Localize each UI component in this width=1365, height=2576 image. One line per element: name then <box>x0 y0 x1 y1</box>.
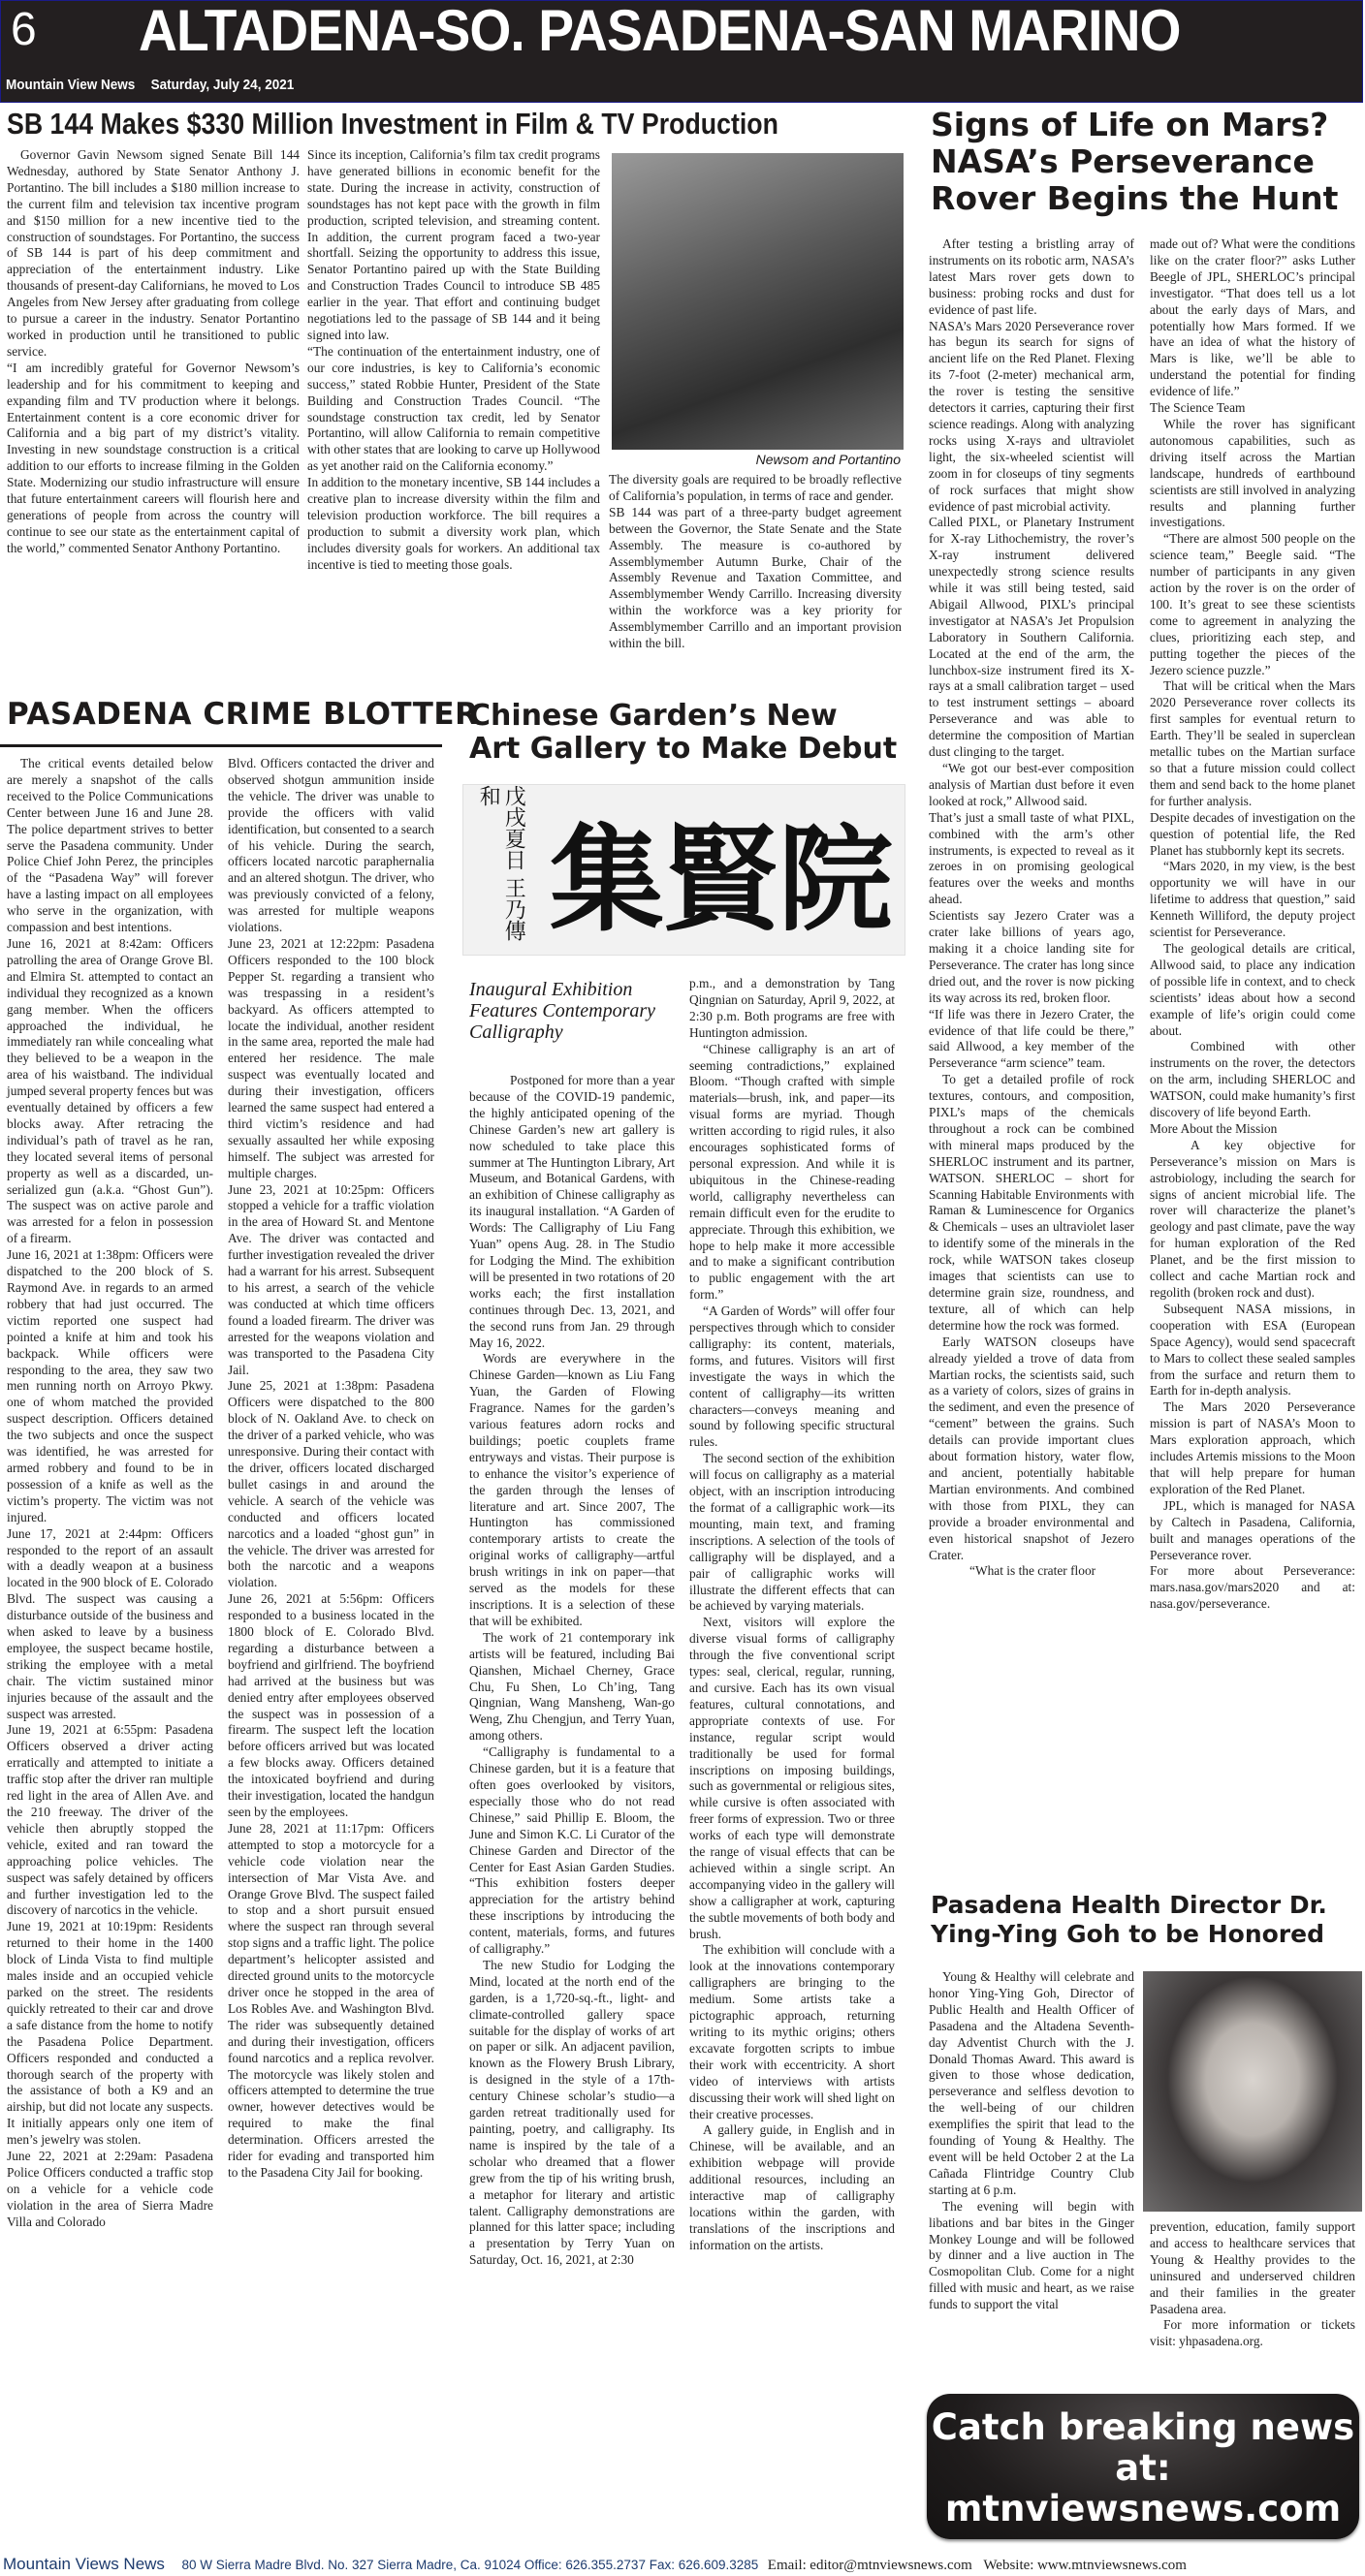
paragraph: Scientists say Jezero Crater was a crater lake billions of years ago, making it a choice landing site for Perseverance. The crater has long since dried out, and the rover is now picking its way across its red, broken floor. <box>929 908 1134 1005</box>
newsom-portantino-photo <box>612 153 904 450</box>
paragraph: After testing a bristling array of instruments on its robotic arm, NASA’s latest Mars rover gets down to business: probing rocks and dust for evidence of past life. <box>929 236 1134 317</box>
page-number: 6 <box>11 4 37 55</box>
paragraph: For more information or tickets visit: yhpasadena.org. <box>1150 2317 1355 2349</box>
mars-column-2 <box>1150 236 1355 1613</box>
paragraph: June 19, 2021 at 6:55pm: Pasadena Officers observed a driver acting erratically and attempted to initiate a traffic stop after the driver ran multiple red light in the area of Allen Ave. and the 210 freeway. The driver of the vehicle then abruptly stopped the vehicle, exited and ran toward the approaching police vehicles. The suspect was safely detained by officers and further investigation led to the discovery of narcotics in the vehicle. <box>7 1722 213 1918</box>
paragraph: “The continuation of the entertainment industry, one of our core industries, is key to California’s economic success,” stated Robbie Hunter, President of the State Building and Construction Trades Council. “The soundstage construction tax credit, led by Senator Portantino, will allow California to remain competitive with other states that are looking to carve up Hollywood as yet another raid on the California economy.” <box>307 343 600 474</box>
paragraph: Despite decades of investigation on the question of potential life, the Red Planet has stubbornly kept its secrets. <box>1150 809 1355 858</box>
crime-column-1 <box>7 756 213 2231</box>
paragraph: “Chinese calligraphy is an art of seeming contradictions,” explained Bloom. “Though crafted with simple materials—brush, ink, and paper—its visual forms are myriad. Though written according to rigid rules, it also encourages sophisticated forms of personal expression. And while it is ubiquitous in the Chinese-reading world, calligraphy nevertheless can remain difficult even for the erudite to appreciate. Through this exhibition, we hope to help make it more accessible and to make a significant contribution to public engagement with the art form.” <box>689 1041 895 1303</box>
garden-headline-line-1: Chinese Garden’s New <box>469 699 838 733</box>
paragraph: NASA’s Mars 2020 Perseverance rover has begun its search for signs of ancient life on the Red Planet. Flexing its 7-foot (2-meter) mechanical arm, the rover is testing the sensitive detectors it carries, capturing their first science readings. Along with analyzing rocks using X-rays and ultraviolet light, the six-wheeled scientist will zoom in for closeups of tiny segments of rock surfaces that might show evidence of past microbial activity. <box>929 318 1134 514</box>
paragraph: While the rover has significant autonomous capabilities, such as driving itself across the Martian landscape, hundreds of earthbound scientists are still involved in analyzing results and planning further investigations. <box>1150 416 1355 530</box>
paragraph: The exhibition will conclude with a look at the innovations contemporary calligraphers are bringing to the medium. Some artists take a pictographic approach, returning writing to its mythic origins; others excavate forgotten scripts to imbue their work with eccentricity. A short video of interviews with artists discussing their work will shed light on their creative processes. <box>689 1942 895 2121</box>
ying-ying-goh-portrait <box>1143 1971 1362 2212</box>
paragraph: To get a detailed profile of rock textures, contours, and composition, PIXL’s maps of the chemicals throughout a rock can be combined with mineral maps produced by the SHERLOC instrument and its partner, WATSON. SHERLOC – short for Scanning Habitable Environments with Raman & Luminescence for Organics & Chemicals – uses an ultraviolet laser to identify some of the minerals in the rock, while WATSON takes closeup images that scientists can use to determine grain size, roundness, and texture, all of which can help determine how the rock was formed. <box>929 1072 1134 1333</box>
breaking-news-banner[interactable] <box>927 2394 1359 2539</box>
paragraph: Governor Gavin Newsom signed Senate Bill 144 Wednesday, authored by State Senator Anthony J. Portantino. The bill includes a $180 million increase to the current film and television tax incentive program and $150 million for a new incentive tied to the construction of soundstages. For Portantino, the success of SB 144 is part of his deep commitment and appreciation of the entertainment industry. Like thousands of present-day Californians, he moved to Los Angeles from New Jersey after graduating from college to pursue a career in the industry. Senator Portantino worked in production until he transitioned to public service. <box>7 147 300 359</box>
paragraph: “I am incredibly grateful for Governor Newsom’s leadership and for his commitment to keeping and expanding film and TV production where it belongs. Entertainment content is a core economic driver for California and a big part of my district’s vitality. Investing in new soundstage construction is a critical addition to our efforts to increase filming in the Golden State. Modernizing our studio infrastructure will ensure that future entertainment careers will flourish here and generations of people from across the country will continue to see our state as the entertainment capital of the world,” commented Senator Anthony Portantino. <box>7 360 300 555</box>
footer-email-label: Email: <box>767 2558 807 2573</box>
health-headline-line-2: Ying-Ying Goh to be Honored <box>931 1920 1324 1948</box>
paragraph: Next, visitors will explore the diverse visual forms of calligraphy through the five conventional script types: seal, clerical, regular, running, and cursive. Each has its own visual features, cultural connotations, and appropriate contexts of use. For instance, regular script would traditionally be used for formal inscriptions on imposing buildings, such as governmental or religious sites, while cursive is often associated with freer forms of expression. Two or three works of each type will demonstrate the range of visual effects that can be achieved within a single script. An accompanying video in the gallery will show a calligrapher at work, capturing the subtle movements of both body and brush. <box>689 1615 895 1941</box>
footer <box>0 2555 1365 2574</box>
calligraphy-characters: 集賢院 <box>549 811 893 947</box>
paragraph: Early WATSON closeups have already yielded a trove of data from Martian rocks, the scientists said, such as a variety of colors, sizes of grains in the sediment, and even the presence of “cement” between the grains. Such details can provide important clues about formation history, water flow, and ancient, potentially habitable Martian environments. And combined with those from PIXL, they can provide a broader environmental and even historical snapshot of Jezero Crater. <box>929 1334 1134 1562</box>
paragraph: “We got our best-ever composition analysis of Martian dust before it even looked at rock,” Allwood said. <box>929 761 1134 808</box>
paragraph: Blvd. Officers contacted the driver and observed shotgun ammunition inside the vehicle. The driver was unable to provide the officers with valid identification, but consented to a search of his vehicle. During the search, officers located narcotic paraphernalia and an altered shotgun. The driver, who was previously convicted of a felony, was arrested for multiple weapons violations. <box>228 756 434 935</box>
paragraph: “Mars 2020, in my view, is the best opportunity we will have in our lifetime to address that question,” said Kenneth Williford, the deputy project scientist for Perseverance. <box>1150 859 1355 940</box>
paragraph: June 16, 2021 at 1:38pm: Officers were dispatched to the 200 block of S. Raymond Ave. in regards to an armed robbery that had just occurred. The victim reported one suspect had pointed a knife at him and took his backpack. While officers were responding to the area, they saw two men running north on Arroyo Pkwy. one of whom matched the provided suspect description. Officers detained the two subjects and once the suspect was identified, he was arrested for armed robbery and found to be in possession of a knife as well as the victim’s property. The victim was not injured. <box>7 1247 213 1524</box>
paragraph: June 28, 2021 at 11:17pm: Officers attempted to stop a motorcycle for a vehicle code violation near the intersection of Mar Vista Ave. and Orange Grove Blvd. The suspect failed to stop and a short pursuit ensued where the suspect ran through several stop signs and a traffic light. The police department’s helicopter assisted and directed ground units to the motorcycle driver once he stopped in the area of Los Robles Ave. and Washington Blvd. The rider was subsequently detained and during their investigation, officers found narcotics and a replica revolver. The motorcycle was likely stolen and officers attempted to determine the true owner, however detectives would be required to make the final determination. Officers arrested the rider for evading and transported him to the Pasadena City Jail for booking. <box>228 1820 434 2180</box>
sb144-column-2 <box>307 147 600 574</box>
paragraph: The second section of the exhibition will focus on calligraphy as a material object, with an inscription introducing the format of a calligraphic work—its mounting, main text, and framing inscriptions. A selection of the tools of calligraphy will be displayed, and a pair of calligraphic works will illustrate the different effects that can be achieved by varying materials. <box>689 1451 895 1614</box>
paragraph: SB 144 was part of a three-party budget agreement between the Governor, the State Senate and the State Assembly. The measure is co-authored by Assemblymember Autumn Burke, Chair of the Assembly Revenue and Taxation Committee, and Assemblymember Wendy Carrillo. Increasing diversity within the workforce was a key priority for Assemblymember Carrillo and an important provision within the bill. <box>609 504 902 651</box>
mars-headline-line-3: Rover Begins the Hunt <box>931 179 1339 217</box>
paragraph: The diversity goals are required to be broadly reflective of California’s population, in terms of race and gender. <box>609 472 902 503</box>
banner-line-2: at: <box>1115 2447 1171 2489</box>
paragraph: Since its inception, California’s film tax credit programs have generated billions in economic benefit for the state. During the increase in activity, construction of soundstages has not kept pace with the growth in film production, scripted television, and streaming content. In addition, the current program faced a two-year shortfall. Seizing the opportunity to address this issue, Senator Portantino paired up with the State Building and Construction Trades Council to introduce SB 485 earlier in the year. That effort and continuing budget negotiations led to the passage of SB 144 and it being signed into law. <box>307 147 600 342</box>
mars-column-1 <box>929 236 1134 1580</box>
garden-subhead: Inaugural Exhibition Features Contemporary Calligraphy <box>469 979 656 1043</box>
issue-date: Saturday, July 24, 2021 <box>150 77 295 93</box>
mars-subhead-mission: More About the Mission <box>1150 1120 1278 1136</box>
paragraph: Young & Healthy will celebrate and honor Ying-Ying Goh, Director of Public Health and Health Officer of Pasadena and the Altadena Seventh-day Adventist Church with the J. Donald Thomas Award. This award is given to those whose dedication, perseverance and selfless devotion to the well-being of our children exemplifies the spirit that lead to the founding of Young & Healthy. The event will be held October 2 at the La Cañada Flintridge Country Club starting at 6 p.m. <box>929 1969 1134 2197</box>
paragraph: That’s just a small taste of what PIXL, combined with the arm’s other instruments, is expected to reveal as it zeroes in on promising geological features over the weeks and months ahead. <box>929 809 1134 907</box>
paragraph: The evening will begin with libations and bar bites in the Ginger Monkey Lounge and will be followed by dinner and a live auction in The Cosmopolitan Club. Come for a night filled with music and heart, as we raise funds to support the vital <box>929 2198 1134 2312</box>
paragraph: That will be critical when the Mars 2020 Perseverance rover collects its first samples for eventual return to Earth. They’ll be sealed in superclean metallic tubes on the Martian surface so that a future mission could collect them and send back to the home planet for further analysis. <box>1150 678 1355 808</box>
mars-headline-line-1: Signs of Life on Mars? <box>931 106 1329 143</box>
paragraph: June 25, 2021 at 1:38pm: Pasadena Officers were dispatched to the 800 block of N. Oakland Ave. to check on the driver of a parked vehicle, who was unresponsive. During their contact with the driver, officers located discharged bullet casings in and around the vehicle. A search of the vehicle was conducted and officers located narcotics and a loaded “ghost gun” in the vehicle. The driver was arrested for both the narcotic and a weapons violation. <box>228 1378 434 1590</box>
paragraph: The work of 21 contemporary ink artists will be featured, including Bai Qianshen, Michael Cherney, Grace Chu, Fu Shen, Lo Ch’ing, Tang Qingnian, Wang Mansheng, Wan-go Weng, Zhu Chengjun, and Terry Yuan, among others. <box>469 1629 675 1744</box>
paragraph: The critical events detailed below are merely a snapshot of the calls received to the Police Communications Center between June 16 and June 28. The police department strives to better serve the Pasadena community. Under Police Chief John Perez, the principles of the “Pasadena Way” will forever have a lasting impact on all employees who serve in the organization, with compassion and best intentions. <box>7 756 213 935</box>
paragraph: June 23, 2021 at 10:25pm: Officers stopped a vehicle for a traffic violation in the area of Howard St. and Mentone Ave. The driver was contacted and further investigation revealed the driver had a warrant for his arrest. Subsequent to his arrest, a search of the vehicle was conducted at which time officers found a loaded firearm. The driver was arrested for the weapons violation and was transported to the Pasadena City Jail. <box>228 1181 434 1377</box>
garden-column-2 <box>689 976 895 2254</box>
sb144-column-3 <box>609 472 902 652</box>
paragraph: June 16, 2021 at 8:42am: Officers patrolling the area of Orange Grove Bl. and Elmira St. attempted to contact an individual they recognized as a known gang member. When the officers approached the individual, he immediately ran while concealing what they believed to be a weapon in the area of his waistband. The individual jumped several property fences but was eventually detained by officers a few blocks away. After retracing the individual’s path of travel as he ran, they located several items of personal property as well as a discarded, un-serialized gun (a.k.a. “Ghost Gun”). The suspect was on active parole and was arrested for a felon in possession of a firearm. <box>7 935 213 1246</box>
paragraph: “If life was there in Jezero Crater, the evidence of that life could be there,” said Allwood, a key member of the Perseverance “arm science” team. <box>929 1006 1134 1071</box>
paragraph: June 22, 2021 at 2:29am: Pasadena Police Officers conducted a traffic stop on a vehicle for a vehicle code violation in the area of Sierra Madre Villa and Colorado <box>7 2149 213 2229</box>
health-headline-line-1: Pasadena Health Director Dr. <box>931 1891 1327 1919</box>
paragraph: In addition to the monetary incentive, SB 144 includes a creative plan to increase diversity within the film and television production workforce. The bill requires a production to submit a diversity work plan, which includes diversity goals for workers. An additional tax incentive is tied to meeting those goals. <box>307 475 600 572</box>
footer-email[interactable]: editor@mtnviewsnews.com <box>809 2558 972 2573</box>
footer-website[interactable]: www.mtnviewsnews.com <box>1036 2558 1187 2573</box>
paragraph: The new Studio for Lodging the Mind, located at the north end of the garden, is a 1,720-sq.-ft., light- and climate-controlled gallery space suitable for the display of works of art on paper or silk. An adjacent pavilion, known as the Flowery Brush Library, is designed in the style of a 17th-century Chinese scholar’s studio—a garden retreat traditionally used for painting, poetry, and calligraphy. Its name is inspired by the tale of a scholar who dreamed that a flower grew from the tip of his writing brush, a metaphor for literary and artistic talent. Calligraphy demonstrations are planned for this latter space; including a presentation by Terry Yuan on Saturday, Oct. 16, 2021, at 2:30 <box>469 1957 675 2268</box>
divider <box>0 744 442 747</box>
mars-subhead-science-team: The Science Team <box>1150 400 1246 416</box>
calligraphy-image <box>462 784 905 956</box>
paragraph: Postponed for more than a year because of the COVID-19 pandemic, the highly anticipated opening of the Chinese Garden’s new art gallery is now scheduled to take place this summer at The Huntington Library, Art Museum, and Botanical Gardens, with an exhibition of Chinese calligraphy as its inaugural installation. “A Garden of Words: The Calligraphy of Liu Fang Yuan” opens Aug. 28. in The Studio for Lodging the Mind. The exhibition will be presented in two rotations of 20 works each; the first installation continues through Dec. 13, 2021, and the second runs from Jan. 29 through May 16, 2022. <box>469 1073 675 1350</box>
sb144-column-1 <box>7 147 300 557</box>
paragraph: prevention, education, family support and access to healthcare services that Young & Healthy provides to the uninsured and underserved children and their families in the greater Pasadena area. <box>1150 2219 1355 2316</box>
banner-line-1: Catch breaking news <box>931 2406 1355 2448</box>
paragraph: Combined with other instruments on the rover, the detectors on the arm, including SHERLOC and WATSON, could make humanity’s first discovery of life beyond Earth. <box>1150 1039 1355 1120</box>
paragraph: June 19, 2021 at 10:19pm: Residents returned to their home in the 1400 block of Linda Vista to find multiple males inside and an occupied vehicle parked on the street. The residents quickly retreated to their car and drove a safe distance from the home to notify the Pasadena Police Department. Officers responded and conducted a thorough search of the property with the assistance of both a K9 and an airship, but did not locate any suspects. It initially appears only one item of men’s jewelry was stolen. <box>7 1919 213 2148</box>
paragraph: “There are almost 500 people on the science team,” Beegle said. “The number of participants in any given action by the rover is on the order of 100. It’s great to see these scientists come to agreement in analyzing the clues, prioritizing each step, and putting together the pieces of the Jezero science puzzle.” <box>1150 531 1355 677</box>
paragraph: “A Garden of Words” will offer four perspectives through which to consider calligraphy: its content, materials, forms, and futures. Visitors will first investigate the ways in which the content of calligraphy—its written characters—conveys meaning and sound by following specific structural rules. <box>689 1304 895 1450</box>
paragraph: Called PIXL, or Planetary Instrument for X-ray Lithochemistry, the rover’s X-ray instrument delivered unexpectedly strong science results while it was still being tested, said Abigail Allwood, PIXL’s principal investigator at NASA’s Jet Propulsion Laboratory in Southern California. Located at the end of the arm, the lunchbox-size instrument fired its X-rays at a small calibration target – used to test instrument settings – aboard Perseverance and was able to determine the composition of Martian dust clinging to the target. <box>929 515 1134 760</box>
paragraph: June 17, 2021 at 2:44pm: Officers responded to the report of an assault with a deadly weapon at a business located in the 900 block of E. Colorado Blvd. The suspect was causing a disturbance outside of the business and when asked to leave by a business employee, the suspect became hostile, striking the employee with a metal chair. The victim sustained minor injuries because of the assault and the suspect was arrested. <box>7 1525 213 1721</box>
crime-column-2 <box>228 756 434 2182</box>
footer-website-label: Website: <box>983 2558 1034 2573</box>
paragraph: June 26, 2021 at 5:56pm: Officers responded to a business located in the 1800 block of E. Colorado Blvd. regarding a disturbance between a boyfriend and girlfriend. The boyfriend had arrived at the business but was denied entry after employees observed the suspect was in possession of a firearm. The suspect left the location before officers arrived but was located a few blocks away. Officers detained the intoxicated boyfriend and during their investigation, located the handgun seen by the employees. <box>228 1591 434 1819</box>
paragraph: The Mars 2020 Perseverance mission is part of NASA’s Moon to Mars exploration approach, which includes Artemis missions to the Moon that will help prepare for human exploration of the Red Planet. <box>1150 1399 1355 1496</box>
paragraph: Words are everywhere in the Chinese Garden—known as Liu Fang Yuan, the Garden of Flowing Fragrance. Names for the garden’s various features adorn rocks and buildings; poetic couplets frame entryways and vistas. Their purpose is to enhance the visitor’s experience of the garden through the lenses of literature and art. Since 2007, The Huntington has commissioned contemporary artists to create the original works of calligraphy—artful brush writings in ink on paper—that served as the models for these inscriptions. It is a selection of these that will be exhibited. <box>469 1351 675 1628</box>
masthead-subline <box>6 77 306 93</box>
garden-column-1 <box>469 1073 675 2269</box>
paragraph: The geological details are critical, Allwood said, to place any indication of possible life in context, and to check scientists’ ideas about how a second example of life’s origin could come about. <box>1150 940 1355 1038</box>
paragraph: made out of? What were the conditions like on the crater floor?” asks Luther Beegle of JPL, SHERLOC’s principal investigator. “That does tell us a lot about the early days of Mars, and potentially how Mars formed. If we have an idea of what the history of Mars is like, we’ll be able to understand the potential for finding evidence of life.” <box>1150 236 1355 399</box>
paragraph: A key objective for Perseverance’s mission on Mars is astrobiology, including the search for signs of ancient microbial life. The rover will characterize the planet’s geology and past climate, pave the way for human exploration of the Red Planet, and be the first mission to collect and cache Martian rock and regolith (broken rock and dust). <box>1150 1137 1355 1300</box>
paragraph: Subsequent NASA missions, in cooperation with ESA (European Space Agency), would send spacecraft to Mars to collect these sealed samples from the surface and return them to Earth for in-depth analysis. <box>1150 1301 1355 1398</box>
photo-caption: Newsom and Portantino <box>755 452 901 467</box>
health-headline <box>931 1891 1327 1949</box>
crime-blotter-headline: PASADENA CRIME BLOTTER <box>7 697 479 732</box>
banner-website[interactable]: mtnviewsnews.com <box>944 2488 1342 2529</box>
garden-headline-line-2: Art Gallery to Make Debut <box>469 732 898 766</box>
paragraph: “What is the crater floor <box>969 1563 1096 1579</box>
garden-headline <box>469 700 897 766</box>
paragraph: June 23, 2021 at 12:22pm: Pasadena Officers responded to the 100 block Pepper St. regarding a transient who was trespassing in a resident’s backyard. As officers attempted to locate the individual, another resident in the same area, reported the male had entered her residence. The male suspect was eventually located and during their investigation, officers learned the same suspect had entered a third victim’s residence and had sexually assaulted her while exposing himself. The subject was arrested for multiple charges. <box>228 935 434 1180</box>
sb144-headline: SB 144 Makes $330 Million Investment in Film & TV Production <box>7 107 778 141</box>
mars-headline-line-2: NASA’s Perseverance <box>931 142 1315 180</box>
mars-headline <box>931 107 1338 217</box>
footer-brand: Mountain Views News <box>3 2555 165 2573</box>
masthead <box>0 0 1363 103</box>
health-column-2 <box>1150 2219 1355 2350</box>
calligraphy-inscription: 戊戌夏日 王乃傳和 <box>476 785 526 941</box>
publication-name: Mountain View News <box>6 77 136 93</box>
paragraph: A gallery guide, in English and in Chinese, will be available, and an exhibition webpage will provide additional resources, including an interactive map of calligraphy locations within the garden, with translations of the inscriptions and information on the artists. <box>689 2122 895 2252</box>
paragraph: p.m., and a demonstration by Tang Qingnian on Saturday, April 9, 2022, at 2:30 p.m. Both programs are free with Huntington admission. <box>689 976 895 1040</box>
health-column-1 <box>929 1969 1134 2313</box>
paragraph: JPL, which is managed for NASA by Caltech in Pasadena, California, built and manages operations of the Perseverance rover. <box>1150 1497 1355 1562</box>
paragraph: “Calligraphy is fundamental to a Chinese garden, but it is a feature that often goes overlooked by visitors, especially those who do not read Chinese,” said Phillip E. Bloom, the June and Simon K.C. Li Curator of the Chinese Garden and Director of the Center for East Asian Garden Studies. “This exhibition fosters deeper appreciation for the artistry behind these inscriptions by introducing the content, materials, forms, and futures of calligraphy.” <box>469 1744 675 1957</box>
footer-address: 80 W Sierra Madre Blvd. No. 327 Sierra Madre, Ca. 91024 Office: 626.355.2737 Fax: 626.609.3285 <box>181 2558 759 2572</box>
section-title: ALTADENA-SO. PASADENA-SAN MARINO <box>139 0 1181 63</box>
paragraph: For more about Perseverance: mars.nasa.gov/mars2020 and at: nasa.gov/perseverance. <box>1150 1563 1355 1612</box>
